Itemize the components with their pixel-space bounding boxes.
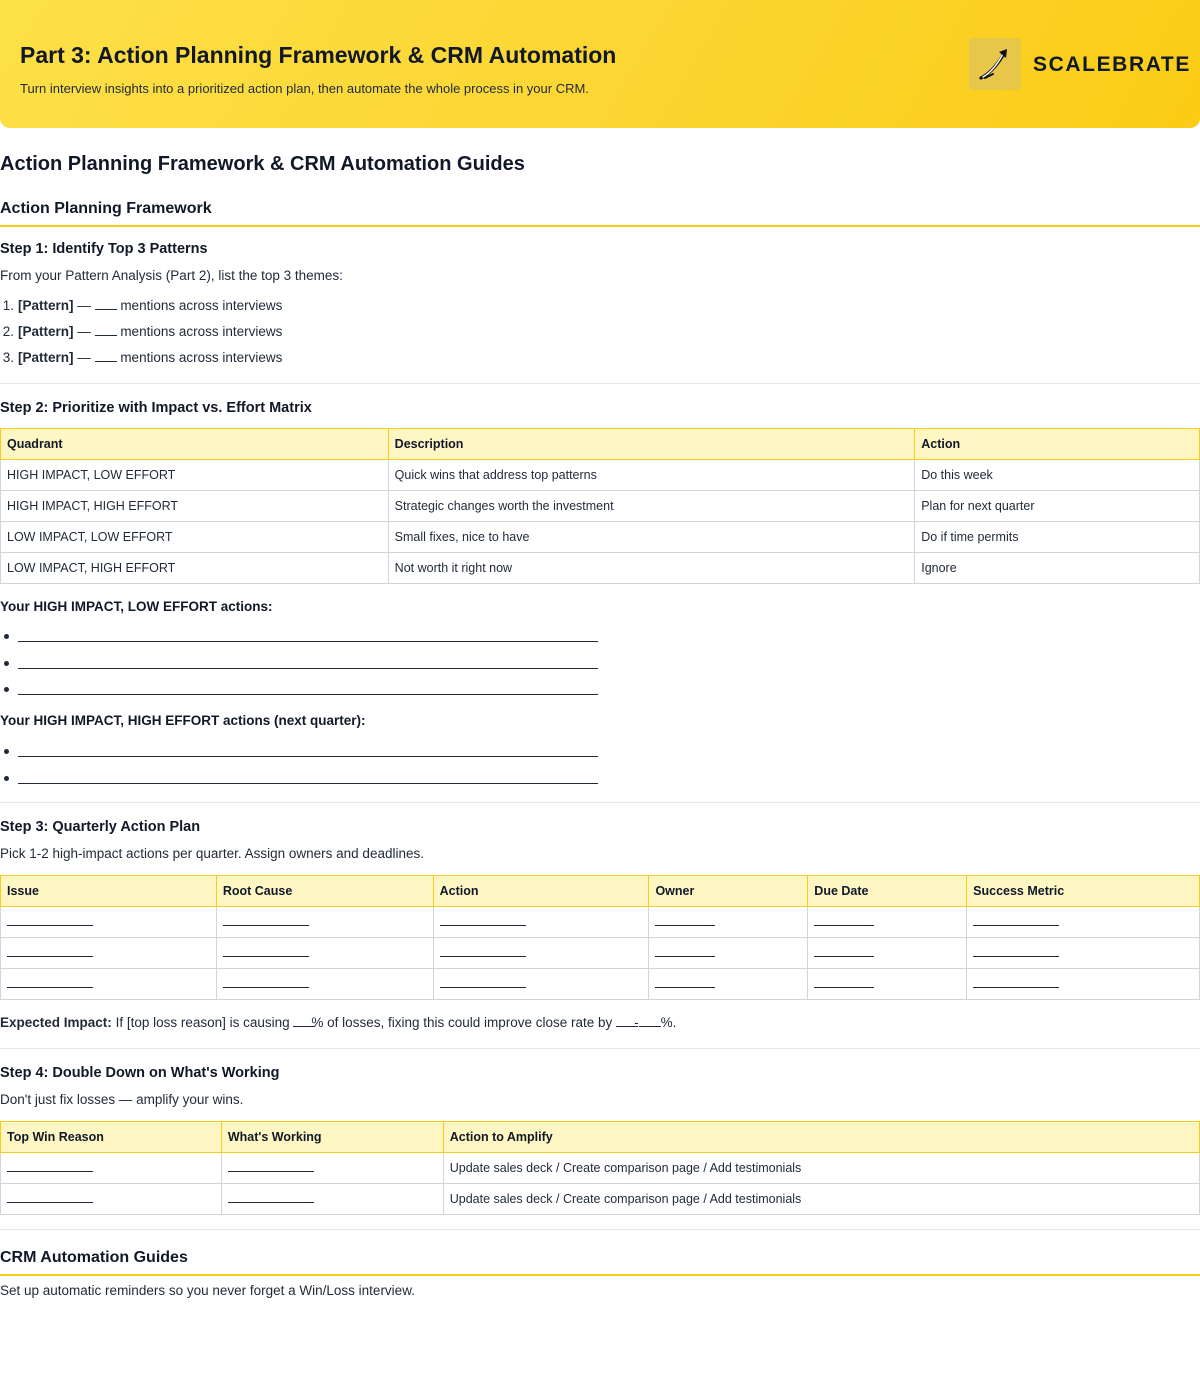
blank-field [814, 916, 874, 926]
page-title: Part 3: Action Planning Framework & CRM Automation [20, 42, 617, 68]
bullet-icon [4, 749, 9, 754]
bullet-icon [4, 634, 9, 639]
win-reason-cell [1, 1153, 222, 1184]
table-row [1, 938, 1200, 969]
owner-cell [649, 969, 808, 1000]
action-cell [433, 938, 649, 969]
list-item: 3. [Pattern] — mentions across interviews [2, 350, 283, 365]
blank-field [7, 1193, 93, 1203]
blank-field [814, 978, 874, 988]
column-header: Top Win Reason [1, 1122, 222, 1153]
root-cause-cell [216, 969, 433, 1000]
blank-field [655, 978, 715, 988]
pattern-label: [Pattern] [18, 350, 74, 365]
blank-field [18, 641, 598, 642]
section-heading-crm: CRM Automation Guides [0, 1249, 188, 1266]
section-rule [0, 225, 1200, 227]
list-item: 2. [Pattern] — mentions across interviews [2, 324, 283, 339]
step1-title: Step 1: Identify Top 3 Patterns [0, 241, 208, 257]
quadrant-cell: HIGH IMPACT, LOW EFFORT [1, 460, 389, 491]
crm-intro: Set up automatic reminders so you never forget a Win/Loss interview. [0, 1283, 415, 1298]
pattern-label: [Pattern] [18, 298, 74, 313]
blank-field [655, 947, 715, 957]
step3-intro: Pick 1-2 high-impact actions per quarter. Assign owners and deadlines. [0, 846, 424, 861]
blank-field [228, 1193, 314, 1203]
issue-cell [1, 969, 217, 1000]
column-header: Action [433, 876, 649, 907]
table-header-row [1, 876, 1200, 907]
root-cause-cell [216, 907, 433, 938]
blank-field [223, 978, 309, 988]
blank-field [18, 783, 598, 784]
header-banner [0, 0, 1200, 128]
divider [0, 1229, 1200, 1230]
action-cell [433, 969, 649, 1000]
column-header: Due Date [808, 876, 967, 907]
table-row [1, 522, 1200, 553]
success-metric-cell [967, 907, 1200, 938]
win-reason-cell [1, 1184, 222, 1215]
section-rule [0, 1274, 1200, 1276]
bullet-icon [4, 661, 9, 666]
description-cell: Small fixes, nice to have [388, 522, 915, 553]
column-header: Action to Amplify [443, 1122, 1199, 1153]
table-row [1, 969, 1200, 1000]
quadrant-cell: LOW IMPACT, HIGH EFFORT [1, 553, 389, 584]
quadrant-cell: HIGH IMPACT, HIGH EFFORT [1, 491, 389, 522]
amplify-cell: Update sales deck / Create comparison page / Add testimonials [443, 1153, 1199, 1184]
blank-field [440, 978, 526, 988]
table-row [1, 553, 1200, 584]
root-cause-cell [216, 938, 433, 969]
table-row [1, 460, 1200, 491]
main-title: Action Planning Framework & CRM Automation Guides [0, 153, 525, 175]
column-header: Root Cause [216, 876, 433, 907]
table-row [1, 491, 1200, 522]
high-effort-label: Your HIGH IMPACT, HIGH EFFORT actions (next quarter): [0, 713, 366, 728]
divider [0, 802, 1200, 803]
blank-field [639, 1026, 661, 1027]
success-metric-cell [967, 938, 1200, 969]
due-date-cell [808, 969, 967, 1000]
issue-cell [1, 907, 217, 938]
blank-field [228, 1162, 314, 1172]
blank-field [223, 916, 309, 926]
issue-cell [1, 938, 217, 969]
quarterly-plan-table [0, 875, 1200, 1000]
expected-impact: Expected Impact: If [top loss reason] is causing % of losses, fixing this could improve close rate by - %. [0, 1015, 677, 1030]
column-header: Action [915, 429, 1200, 460]
blank-field [655, 916, 715, 926]
table-header-row [1, 1122, 1200, 1153]
action-cell: Do this week [915, 460, 1200, 491]
column-header: Description [388, 429, 915, 460]
win-amplify-table [0, 1121, 1200, 1215]
divider [0, 1048, 1200, 1049]
blank-field [95, 361, 117, 362]
impact-effort-table [0, 428, 1200, 584]
description-cell: Not worth it right now [388, 553, 915, 584]
success-metric-cell [967, 969, 1200, 1000]
whats-working-cell [221, 1184, 443, 1215]
blank-field [973, 947, 1059, 957]
step4-intro: Don't just fix losses — amplify your wins. [0, 1092, 244, 1107]
owner-cell [649, 938, 808, 969]
blank-field [18, 694, 598, 695]
blank-field [973, 916, 1059, 926]
blank-field [814, 947, 874, 957]
blank-field [223, 947, 309, 957]
description-cell: Quick wins that address top patterns [388, 460, 915, 491]
bullet-icon [4, 776, 9, 781]
step2-title: Step 2: Prioritize with Impact vs. Effort Matrix [0, 400, 312, 416]
blank-field [95, 309, 117, 310]
action-cell: Plan for next quarter [915, 491, 1200, 522]
quadrant-cell: LOW IMPACT, LOW EFFORT [1, 522, 389, 553]
section-heading-framework: Action Planning Framework [0, 200, 212, 217]
action-cell [433, 907, 649, 938]
action-cell: Do if time permits [915, 522, 1200, 553]
page-subtitle: Turn interview insights into a prioritized action plan, then automate the whole process in your CRM. [20, 81, 589, 96]
table-header-row [1, 429, 1200, 460]
column-header: Success Metric [967, 876, 1200, 907]
blank-field [7, 1162, 93, 1172]
amplify-cell: Update sales deck / Create comparison page / Add testimonials [443, 1184, 1199, 1215]
column-header: Owner [649, 876, 808, 907]
step1-intro: From your Pattern Analysis (Part 2), list the top 3 themes: [0, 268, 343, 283]
whats-working-cell [221, 1153, 443, 1184]
blank-field [7, 978, 93, 988]
description-cell: Strategic changes worth the investment [388, 491, 915, 522]
due-date-cell [808, 907, 967, 938]
bullet-icon [4, 687, 9, 692]
brand-logo-text: SCALEBRATE [1033, 53, 1191, 76]
due-date-cell [808, 938, 967, 969]
table-row [1, 1184, 1200, 1215]
column-header: What's Working [221, 1122, 443, 1153]
blank-field [440, 947, 526, 957]
divider [0, 383, 1200, 384]
owner-cell [649, 907, 808, 938]
blank-field [7, 947, 93, 957]
step4-title: Step 4: Double Down on What's Working [0, 1065, 280, 1081]
blank-field [440, 916, 526, 926]
rocket-arrow-icon [969, 38, 1021, 90]
blank-field [18, 756, 598, 757]
expected-impact-label: Expected Impact: [0, 1015, 112, 1030]
pattern-label: [Pattern] [18, 324, 74, 339]
blank-field [18, 668, 598, 669]
low-effort-label: Your HIGH IMPACT, LOW EFFORT actions: [0, 599, 273, 614]
table-row [1, 907, 1200, 938]
column-header: Issue [1, 876, 217, 907]
blank-field [95, 335, 117, 336]
step3-title: Step 3: Quarterly Action Plan [0, 819, 201, 835]
list-item: 1. [Pattern] — mentions across interviews [2, 298, 283, 313]
table-row [1, 1153, 1200, 1184]
blank-field [7, 916, 93, 926]
column-header: Quadrant [1, 429, 389, 460]
blank-field [973, 978, 1059, 988]
action-cell: Ignore [915, 553, 1200, 584]
